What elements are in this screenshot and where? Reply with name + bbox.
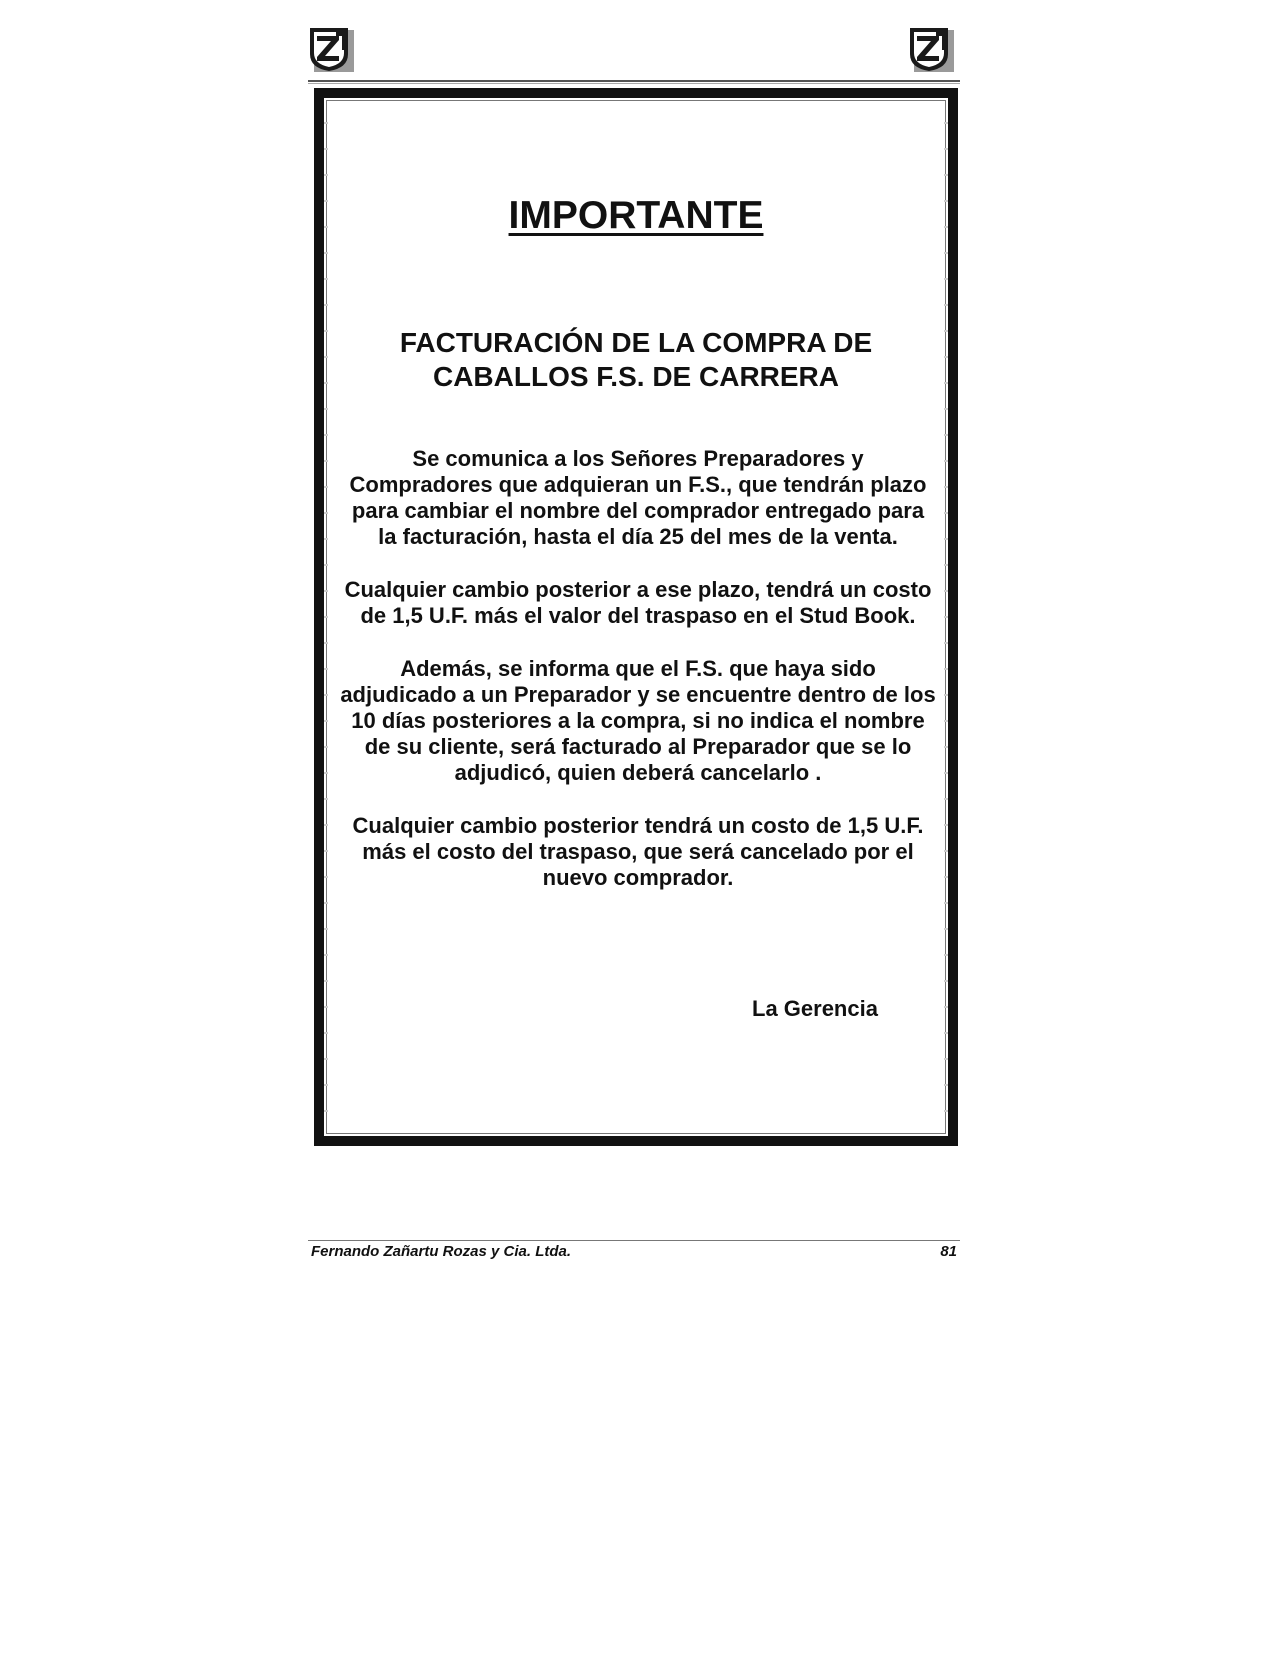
notice-paragraph: Se comunica a los Señores Preparadores y Compradores que adquieran un F.S., que tendrán plazo para cambiar el nombre del comprador entregado para la facturación, hasta el día 25 del mes de la venta. xyxy=(349,446,927,549)
footer-company-name: Fernando Zañartu Rozas y Cia. Ltda. xyxy=(311,1243,572,1260)
notice-paragraph: Además, se informa que el F.S. que haya sido adjudicado a un Preparador y se encuentre dentro de los 10 días posteriores a la compra, si no indica el nombre de su cliente, será facturado al Preparador que se lo adjudicó, quien deberá cancelarlo . xyxy=(340,656,936,785)
company-logo-icon xyxy=(308,24,356,74)
notice-title: IMPORTANTE xyxy=(508,194,764,237)
notice-paragraph: Cualquier cambio posterior tendrá un costo de 1,5 U.F. más el costo del traspaso, que será cancelado por el nuevo comprador. xyxy=(352,813,924,890)
footer-divider xyxy=(308,1240,960,1241)
header-divider xyxy=(308,80,960,84)
notice-subtitle-text: FACTURACIÓN DE LA COMPRA DE CABALLOS F.S. DE CARRERA xyxy=(399,327,873,392)
notice-subtitle xyxy=(324,326,948,394)
company-logo-icon xyxy=(908,24,956,74)
notice-paragraph: Cualquier cambio posterior a ese plazo, tendrá un costo de 1,5 U.F. más el valor del traspaso en el Stud Book. xyxy=(344,577,932,628)
page-number: 81 xyxy=(940,1243,957,1260)
signature: La Gerencia xyxy=(752,996,878,1021)
